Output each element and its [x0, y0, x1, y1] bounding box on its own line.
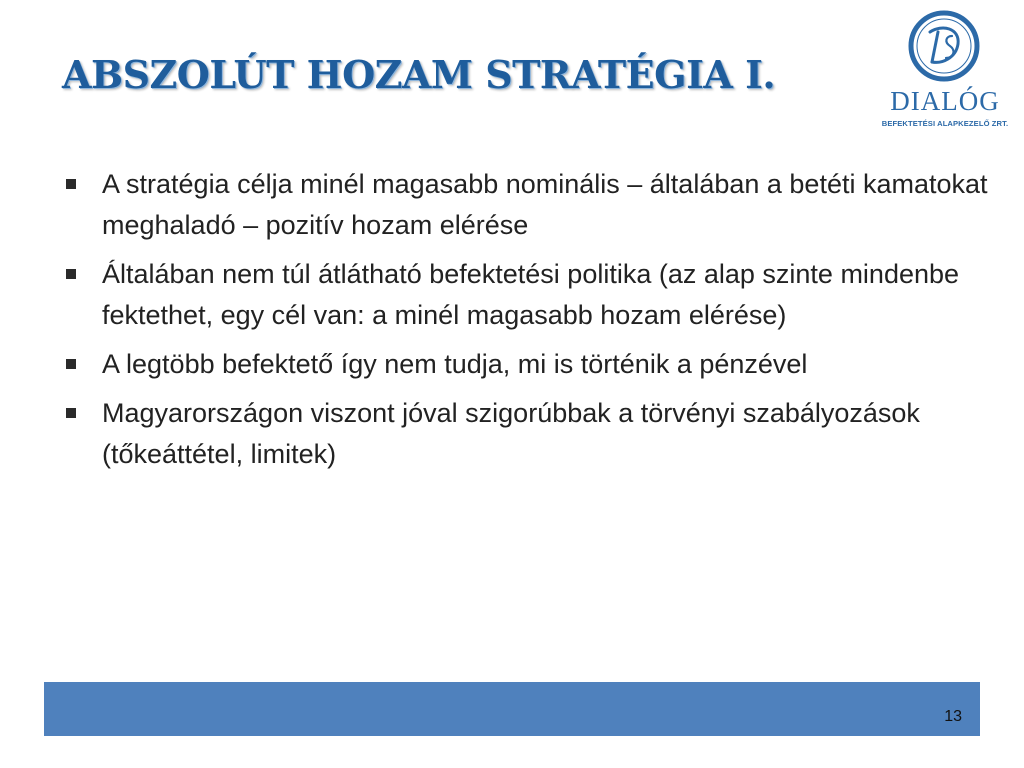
square-bullet-icon [66, 269, 76, 279]
bullet-text: Általában nem túl átlátható befektetési politika (az alap szinte mindenbe fektethet, egy cél van: a minél magasabb hozam elérése) [102, 259, 960, 330]
slide-title: ABSZOLÚT HOZAM STRATÉGIA I. [62, 52, 776, 97]
company-logo [880, 10, 1010, 128]
footer-bar [44, 682, 980, 736]
dialog-monogram-icon [908, 10, 980, 82]
page-number: 13 [944, 708, 962, 725]
logo-name: DIALÓG [890, 86, 1000, 116]
square-bullet-icon [66, 359, 76, 369]
bullet-text: A stratégia célja minél magasabb nominális – általában a betéti kamatokat meghaladó – pozitív hozam elérése [102, 169, 988, 240]
bullet-text: A legtöbb befektető így nem tudja, mi is történik a pénzével [102, 349, 808, 379]
bullet-item [62, 164, 992, 246]
bullet-item [62, 393, 992, 475]
logo-tagline: BEFEKTETÉSI ALAPKEZELŐ ZRT. [881, 119, 1009, 128]
bullet-text: Magyarországon viszont jóval szigorúbbak a törvényi szabályozások (tőkeáttétel, limitek) [102, 398, 920, 469]
square-bullet-icon [66, 179, 76, 189]
bullet-item [62, 254, 992, 336]
bullet-item [62, 344, 992, 385]
bullet-list [62, 164, 992, 483]
square-bullet-icon [66, 408, 76, 418]
